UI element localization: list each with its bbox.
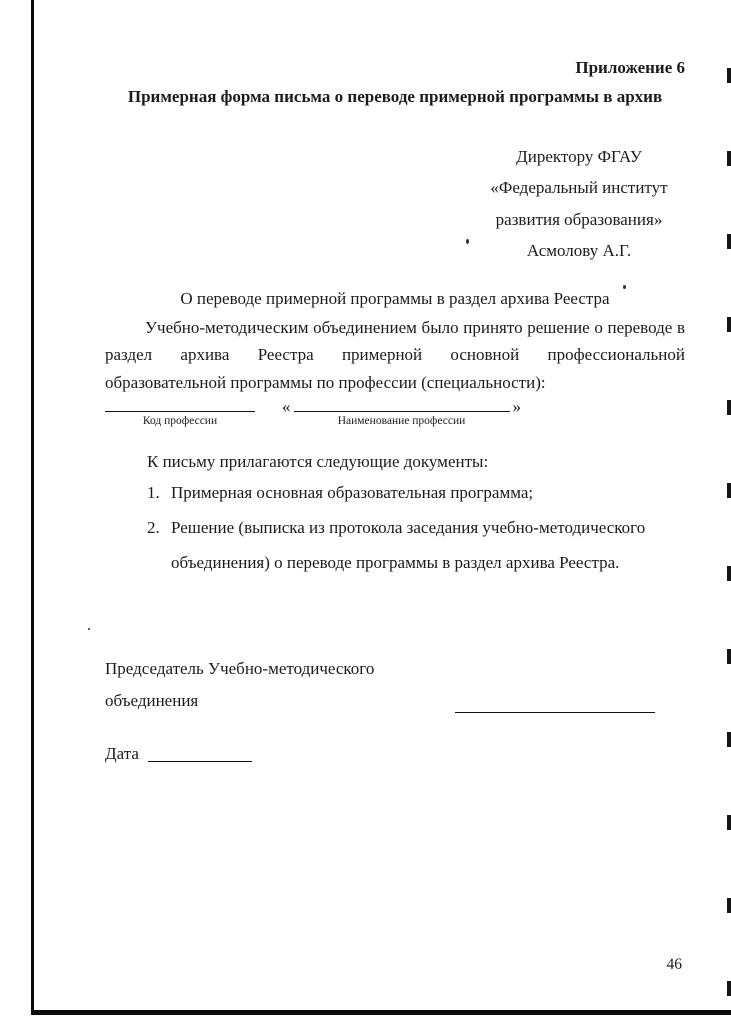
signature-title-line: объединения [105,691,199,711]
attachments-list [105,476,685,581]
page-number: 46 [666,956,682,973]
date-row [105,744,685,764]
profession-name-group [294,397,510,427]
close-quote: » [512,397,521,417]
list-item [147,511,685,581]
date-label: Дата [105,744,139,764]
signature-row [105,653,685,718]
list-item-number: 2. [147,518,160,538]
profession-code-label: Код профессии [142,415,218,428]
subject-line: О переводе примерной программы в раздел архива Реестра [180,288,610,308]
addressee-line: «Федеральный институт [490,178,668,198]
profession-name-label: Наименование профессии [337,415,466,428]
signature-title-line: Председатель Учебно-методического [105,658,375,678]
addressee-block [473,141,685,267]
list-item-text: Примерная основная образовательная программа; [171,483,534,503]
appendix-label: Приложение 6 [575,58,685,77]
addressee-line: Асмолову А.Г. [526,241,632,261]
attachments-intro: К письму прилагаются следующие документы: [147,452,489,472]
scan-border-bottom [31,1010,731,1015]
list-item-number: 1. [147,483,160,503]
profession-code-group [105,397,255,427]
list-item-text: Решение (выписка из протокола заседания учебно-методического объединения) о переводе программы в раздел архива Реестра. [171,518,646,573]
signature-title [105,653,374,718]
document-page [105,0,685,764]
profession-name-blank [294,397,510,412]
body-paragraph: Учебно-методическим объединением было принято решение о переводе в раздел архива Реестра примерной основной профессиональной образовательной программы по профессии (специальности): [105,317,685,392]
scan-edge-marks [727,0,731,1010]
addressee-line: развития образования» [495,209,663,229]
document-title: Примерная форма письма о переводе примерной программы в архив [127,87,663,106]
profession-blanks-row [105,397,685,427]
scan-speck [88,628,90,630]
signature-blank [455,712,655,713]
addressee-line: Директору ФГАУ [516,147,642,166]
open-quote: « [282,397,291,417]
date-blank [148,761,252,762]
scan-border-left [31,0,34,1014]
list-item [147,476,685,511]
profession-code-blank [105,397,255,412]
